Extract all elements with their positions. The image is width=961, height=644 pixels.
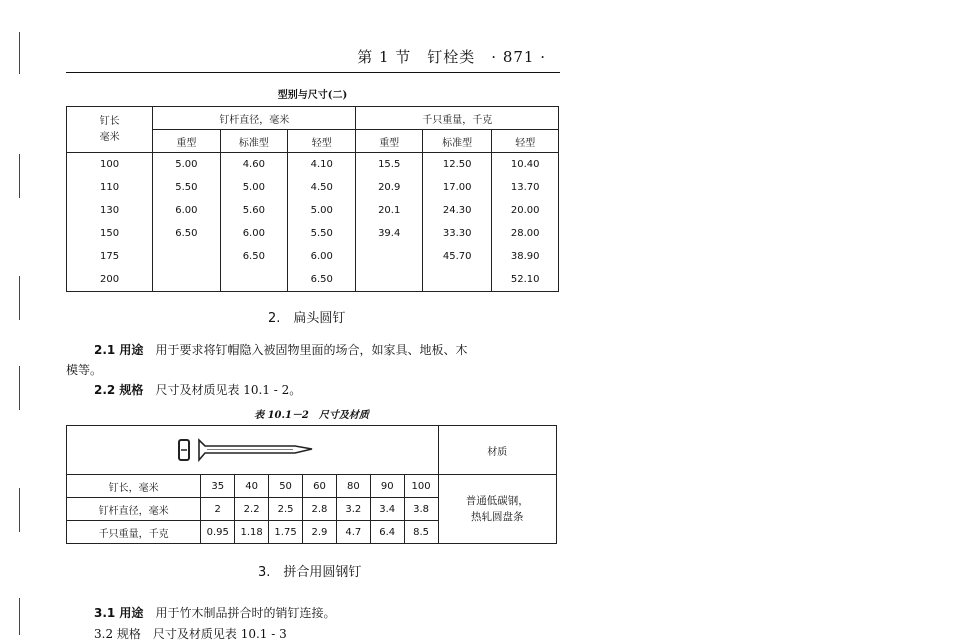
table-cell: 2.9 — [303, 521, 337, 544]
table-cell: 4.10 — [288, 153, 356, 177]
table-cell — [220, 268, 287, 292]
para-label: 2.2 规格 — [94, 383, 144, 397]
table-row — [67, 245, 559, 268]
table2-caption: 表 10.1－2 尺寸及材质 — [254, 410, 369, 421]
section3-para2: 3.2 规格 尺寸及材质见表 10.1 - 3 — [94, 627, 287, 641]
table-cell: 5.50 — [288, 222, 356, 245]
table-cell: 2 — [201, 498, 235, 521]
table-cell: 4.60 — [220, 153, 287, 177]
header-nail-length: 钉长 毫米 — [67, 107, 153, 153]
para-label: 2.1 用途 — [94, 343, 144, 357]
margin-mark — [19, 32, 20, 74]
table-row — [67, 153, 559, 177]
table-cell: 175 — [67, 245, 153, 268]
table-row — [67, 199, 559, 222]
table-cell: 5.00 — [288, 199, 356, 222]
table-cell: 24.30 — [422, 199, 492, 222]
table-cell: 6.00 — [220, 222, 287, 245]
table-cell: 50 — [269, 475, 303, 498]
table-cell — [356, 268, 422, 292]
table-cell: 6.00 — [288, 245, 356, 268]
table-cell: 20.9 — [356, 176, 422, 199]
row-label: 钉杆直径，毫米 — [67, 498, 201, 521]
table-cell: 2.5 — [269, 498, 303, 521]
table-cell: 38.90 — [492, 245, 559, 268]
subheader: 重型 — [356, 130, 422, 153]
table-cell: 3.4 — [370, 498, 404, 521]
section3-para1 — [94, 603, 335, 623]
subheader: 标准型 — [220, 130, 287, 153]
margin-mark — [19, 598, 20, 635]
subheader: 重型 — [153, 130, 220, 153]
table-cell: 17.00 — [422, 176, 492, 199]
table-cell: 150 — [67, 222, 153, 245]
row-label: 千只重量，千克 — [67, 521, 201, 544]
para-label: 3.1 用途 — [94, 606, 144, 620]
table-cell: 6.4 — [370, 521, 404, 544]
table-cell: 200 — [67, 268, 153, 292]
table-cell: 13.70 — [492, 176, 559, 199]
subheader: 标准型 — [422, 130, 492, 153]
table-cell: 2.2 — [235, 498, 269, 521]
table-cell: 5.00 — [220, 176, 287, 199]
table-cell: 3.2 — [336, 498, 370, 521]
page-header — [66, 40, 560, 73]
material-header: 材质 — [438, 426, 556, 475]
table-cell — [356, 245, 422, 268]
table-cell: 100 — [67, 153, 153, 177]
table-cell: 5.60 — [220, 199, 287, 222]
table-row — [67, 475, 557, 498]
header-diameter-group: 钉杆直径，毫米 — [153, 107, 356, 130]
table-cell: 39.4 — [356, 222, 422, 245]
table-cell: 28.00 — [492, 222, 559, 245]
margin-mark — [19, 366, 20, 410]
table-cell: 33.30 — [422, 222, 492, 245]
para-text: 尺寸及材质见表 10.1 - 2。 — [155, 383, 302, 397]
table-cell: 80 — [336, 475, 370, 498]
table-cell: 6.50 — [220, 245, 287, 268]
section2-para1 — [94, 340, 467, 360]
table-cell: 8.5 — [404, 521, 438, 544]
table-row — [67, 268, 559, 292]
row-label: 钉长，毫米 — [67, 475, 201, 498]
table-cell — [422, 268, 492, 292]
margin-mark — [19, 276, 20, 320]
material-cell — [438, 475, 556, 544]
para-text: 用于竹木制品拼合时的销钉连接。 — [155, 606, 336, 620]
table-cell: 2.8 — [303, 498, 337, 521]
table-cell: 4.50 — [288, 176, 356, 199]
table-cell: 110 — [67, 176, 153, 199]
table-cell: 5.00 — [153, 153, 220, 177]
subheader: 轻型 — [492, 130, 559, 153]
nail-illustration-cell — [67, 426, 439, 475]
nail-illustration — [177, 437, 327, 463]
table-cell: 12.50 — [422, 153, 492, 177]
table-row — [67, 222, 559, 245]
table-cell: 60 — [303, 475, 337, 498]
table-cell: 100 — [404, 475, 438, 498]
margin-mark — [19, 488, 20, 532]
section2-para2 — [94, 380, 301, 400]
section2-para1-cont: 模等。 — [66, 363, 103, 377]
table-cell: 20.1 — [356, 199, 422, 222]
table-cell: 40 — [235, 475, 269, 498]
section3-title: 3. 拼合用圆钢钉 — [258, 565, 362, 580]
table-cell: 35 — [201, 475, 235, 498]
para-text: 用于要求将钉帽隐入被固物里面的场合，如家具、地板、木 — [155, 343, 468, 357]
margin-mark — [19, 154, 20, 198]
table-cell: 1.18 — [235, 521, 269, 544]
table-cell: 6.00 — [153, 199, 220, 222]
material-text: 热轧圆盘条 — [471, 511, 524, 523]
table-cell: 4.7 — [336, 521, 370, 544]
table-cell: 0.95 — [201, 521, 235, 544]
table-cell — [153, 268, 220, 292]
table-size-material — [66, 425, 557, 544]
table-cell: 6.50 — [288, 268, 356, 292]
table-cell: 3.8 — [404, 498, 438, 521]
subheader: 轻型 — [288, 130, 356, 153]
material-text: 普通低碳钢， — [465, 495, 529, 507]
table-cell: 1.75 — [269, 521, 303, 544]
table-row — [67, 176, 559, 199]
table-cell: 6.50 — [153, 222, 220, 245]
table-cell: 52.10 — [492, 268, 559, 292]
table-cell: 45.70 — [422, 245, 492, 268]
header-text: 第 1 节 钉栓类 · 871 · — [357, 48, 546, 66]
header-weight-group: 千只重量，千克 — [356, 107, 559, 130]
table-cell: 15.5 — [356, 153, 422, 177]
table-cell: 10.40 — [492, 153, 559, 177]
section2-title: 2. 扁头圆钉 — [268, 311, 346, 326]
table-cell: 5.50 — [153, 176, 220, 199]
table-cell: 20.00 — [492, 199, 559, 222]
table-cell: 90 — [370, 475, 404, 498]
table-cell — [153, 245, 220, 268]
table-cell: 130 — [67, 199, 153, 222]
table1-caption: 型别与尺寸(二) — [277, 90, 348, 101]
table-sizes-types — [66, 106, 559, 292]
